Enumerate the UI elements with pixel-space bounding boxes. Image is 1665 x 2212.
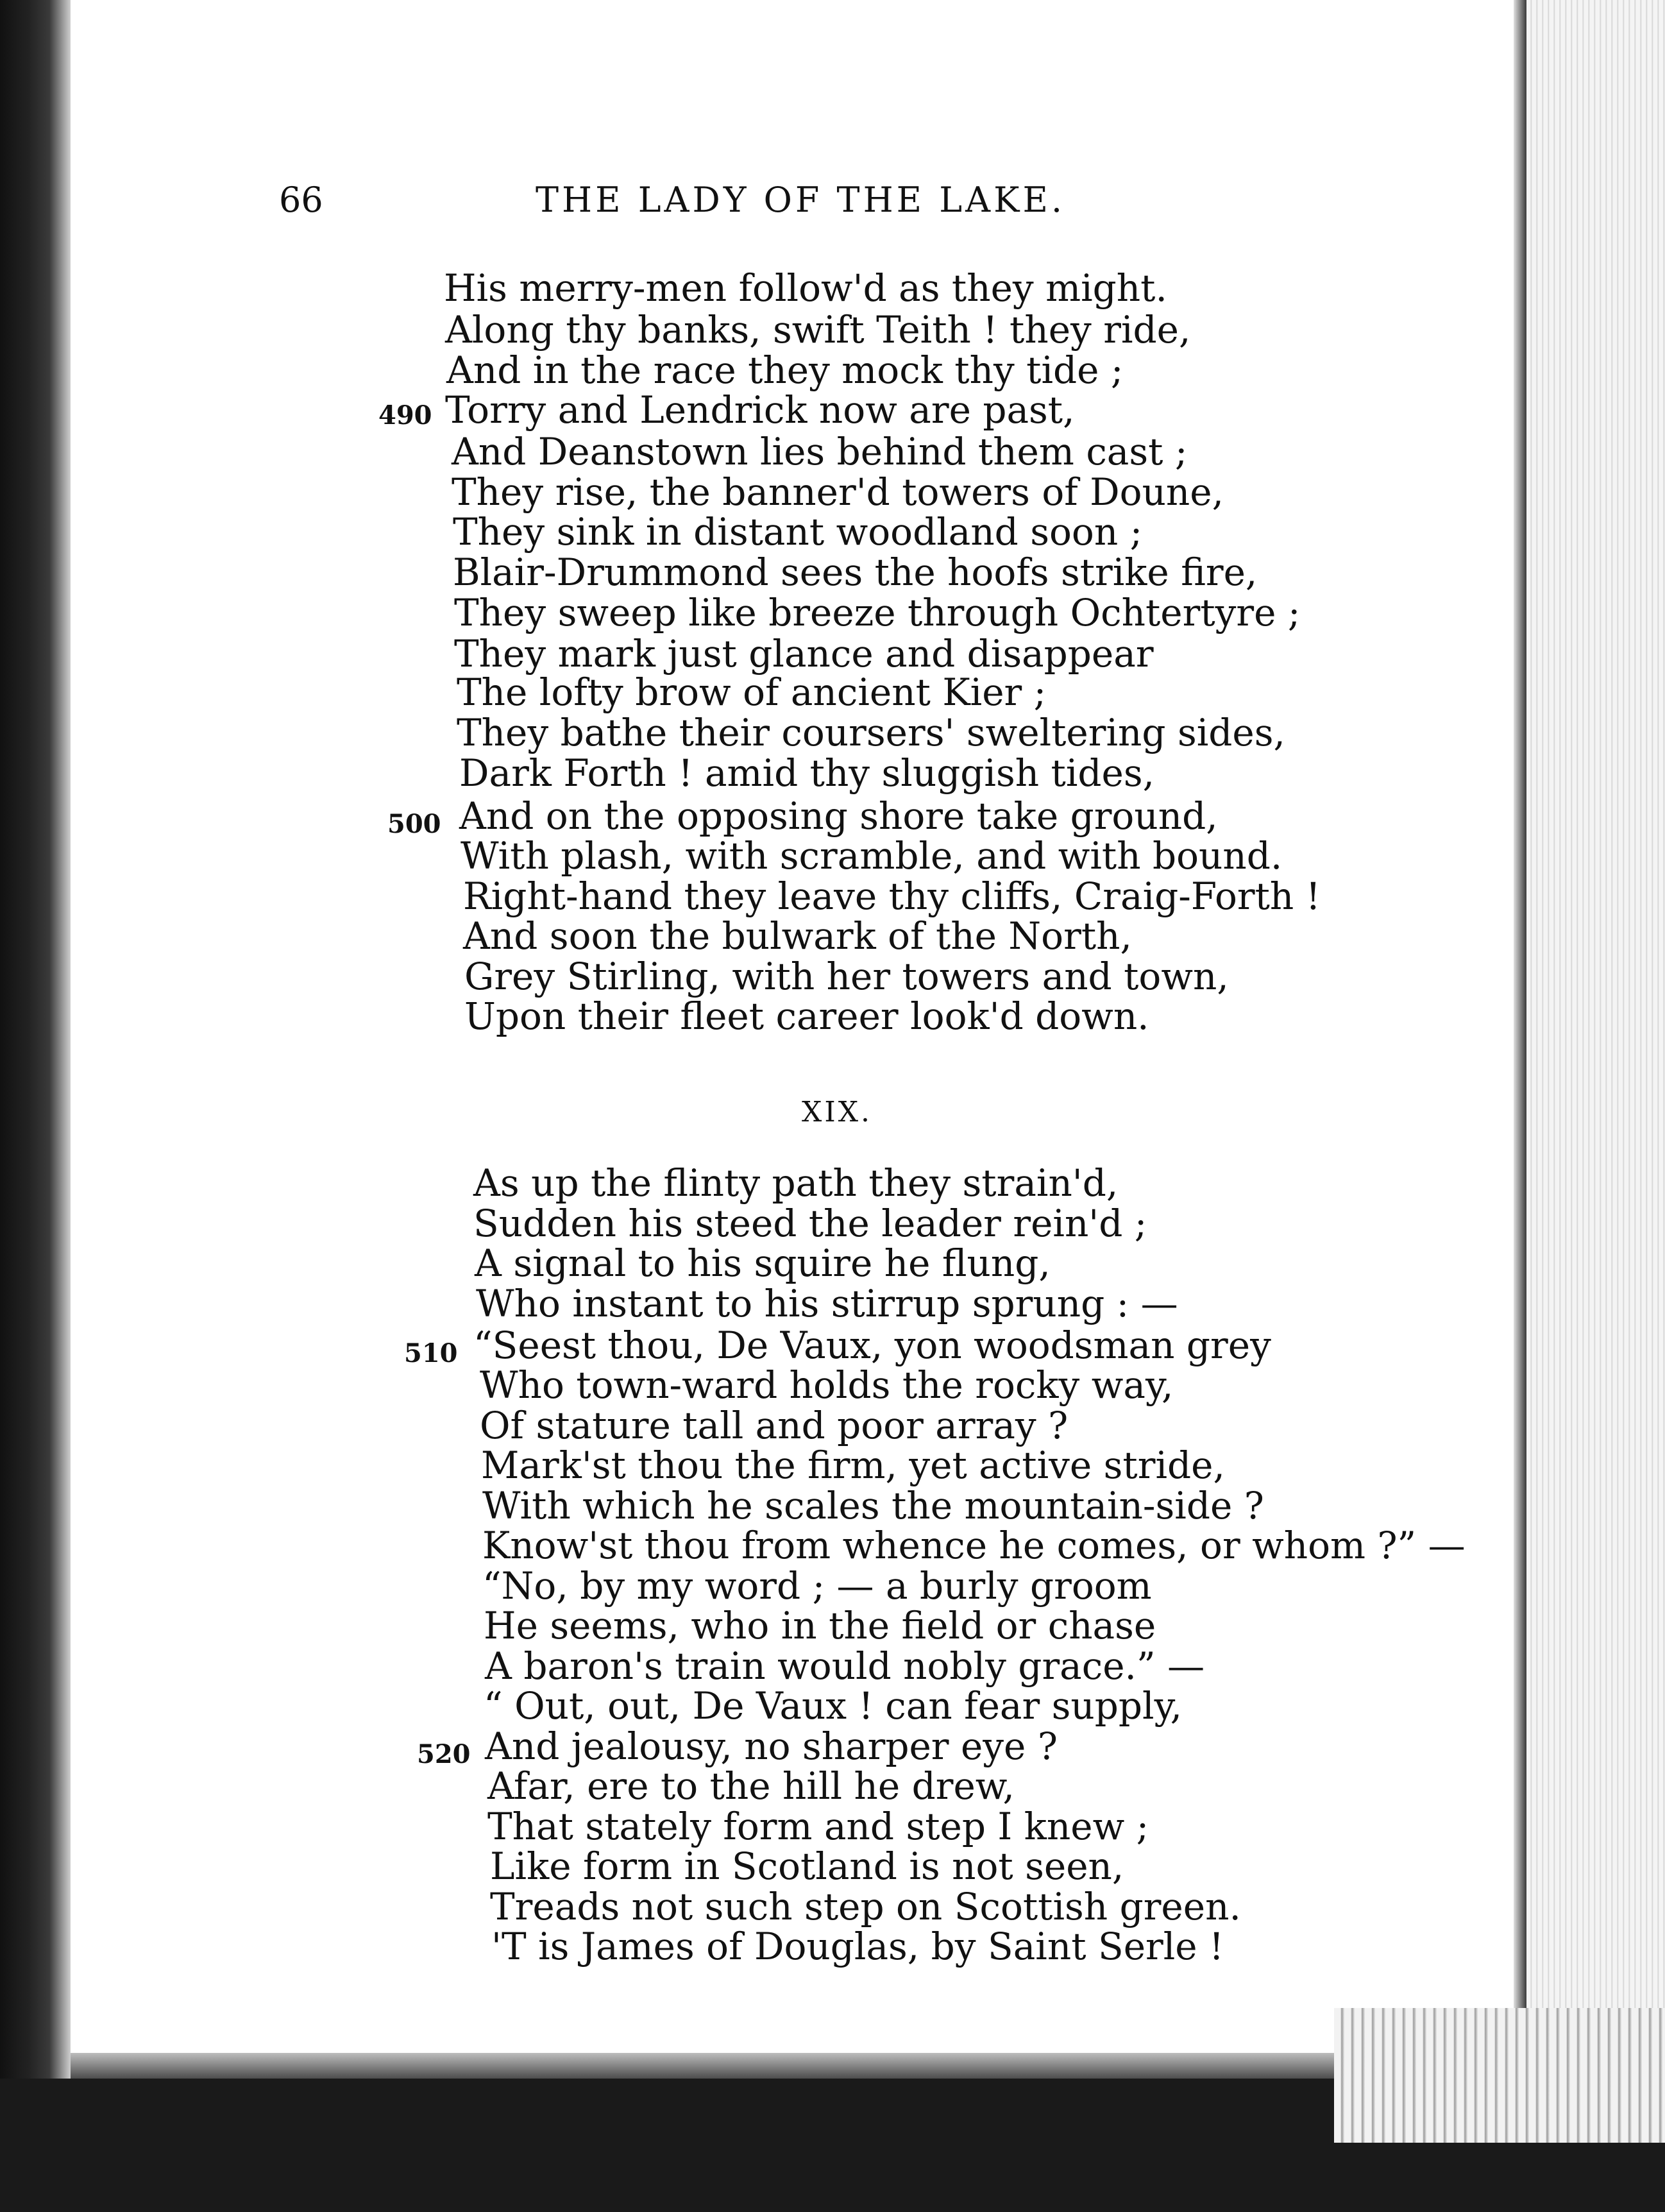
line-number: 520 xyxy=(417,1739,471,1769)
verse-line: Like form in Scotland is not seen, xyxy=(490,1844,1124,1888)
page-stack-bottom xyxy=(1334,2008,1665,2143)
line-number: 510 xyxy=(404,1338,458,1368)
verse-line: And on the opposing shore take ground, xyxy=(459,794,1218,838)
page-number: 66 xyxy=(279,180,323,220)
page-stack-right xyxy=(1526,0,1665,2212)
verse-line: Afar, ere to the hill he drew, xyxy=(487,1764,1015,1808)
verse-line: They rise, the banner'd towers of Doune, xyxy=(452,470,1224,514)
verse-line: That stately form and step I knew ; xyxy=(487,1805,1149,1848)
verse-line: With plash, with scramble, and with bound. xyxy=(461,834,1283,878)
verse-line: “ Out, out, De Vaux ! can fear supply, xyxy=(484,1684,1183,1728)
verse-line: Mark'st thou the firm, yet active stride, xyxy=(481,1443,1225,1487)
verse-line: “Seest thou, De Vaux, yon woodsman grey xyxy=(473,1323,1271,1367)
line-number: 490 xyxy=(378,400,432,430)
verse-line: A signal to his squire he flung, xyxy=(475,1241,1051,1285)
verse-line: They mark just glance and disappear xyxy=(454,632,1154,676)
verse-line: They bathe their coursers' sweltering sides, xyxy=(457,711,1285,754)
verse-line: And soon the bulwark of the North, xyxy=(463,914,1132,958)
verse-line: 'T is James of Douglas, by Saint Serle ! xyxy=(491,1925,1224,1968)
verse-line: Grey Stirling, with her towers and town, xyxy=(464,955,1229,998)
verse-line: The lofty brow of ancient Kier ; xyxy=(457,670,1047,714)
verse-line: Upon their fleet career look'd down. xyxy=(464,994,1149,1038)
verse-line: Blair-Drummond sees the hoofs strike fire, xyxy=(453,550,1258,594)
verse-line: And in the race they mock thy tide ; xyxy=(446,348,1124,392)
section-numeral: XIX. xyxy=(802,1096,873,1128)
verse-line: As up the flinty path they strain'd, xyxy=(473,1161,1119,1205)
verse-line: They sweep like breeze through Ochtertyre ; xyxy=(454,591,1301,634)
verse-line: Treads not such step on Scottish green. xyxy=(490,1885,1241,1928)
verse-line: Dark Forth ! amid thy sluggish tides, xyxy=(459,751,1155,795)
verse-line: And jealousy, no sharper eye ? xyxy=(485,1724,1058,1768)
verse-line: And Deanstown lies behind them cast ; xyxy=(452,430,1188,473)
verse-line: Of stature tall and poor array ? xyxy=(480,1404,1069,1447)
line-number: 500 xyxy=(387,809,441,839)
verse-line: A baron's train would nobly grace.” — xyxy=(485,1644,1205,1688)
verse-line: He seems, who in the field or chase xyxy=(484,1604,1156,1647)
page-edge-right xyxy=(1514,0,1526,2212)
verse-line: Right-hand they leave thy cliffs, Craig-Forth ! xyxy=(463,874,1321,918)
verse-line: Know'st thou from whence he comes, or whom ?” — xyxy=(482,1524,1466,1567)
verse-line: Torry and Lendrick now are past, xyxy=(445,388,1075,432)
verse-line: Who town-ward holds the rocky way, xyxy=(480,1363,1174,1407)
verse-line: Sudden his steed the leader rein'd ; xyxy=(473,1202,1147,1245)
verse-line: With which he scales the mountain-side ? xyxy=(482,1484,1264,1527)
running-header xyxy=(279,180,1113,237)
verse-line: “No, by my word ; — a burly groom xyxy=(482,1564,1152,1608)
verse-line: They sink in distant woodland soon ; xyxy=(453,510,1143,554)
running-title: THE LADY OF THE LAKE. xyxy=(536,180,1066,220)
page-shadow-bottom xyxy=(71,2053,1353,2079)
verse-line: Who instant to his stirrup sprung : — xyxy=(476,1282,1178,1325)
scan-edge-left xyxy=(0,0,71,2212)
verse-line: His merry-men follow'd as they might. xyxy=(444,266,1167,310)
verse-line: Along thy banks, swift Teith ! they ride, xyxy=(445,308,1191,352)
